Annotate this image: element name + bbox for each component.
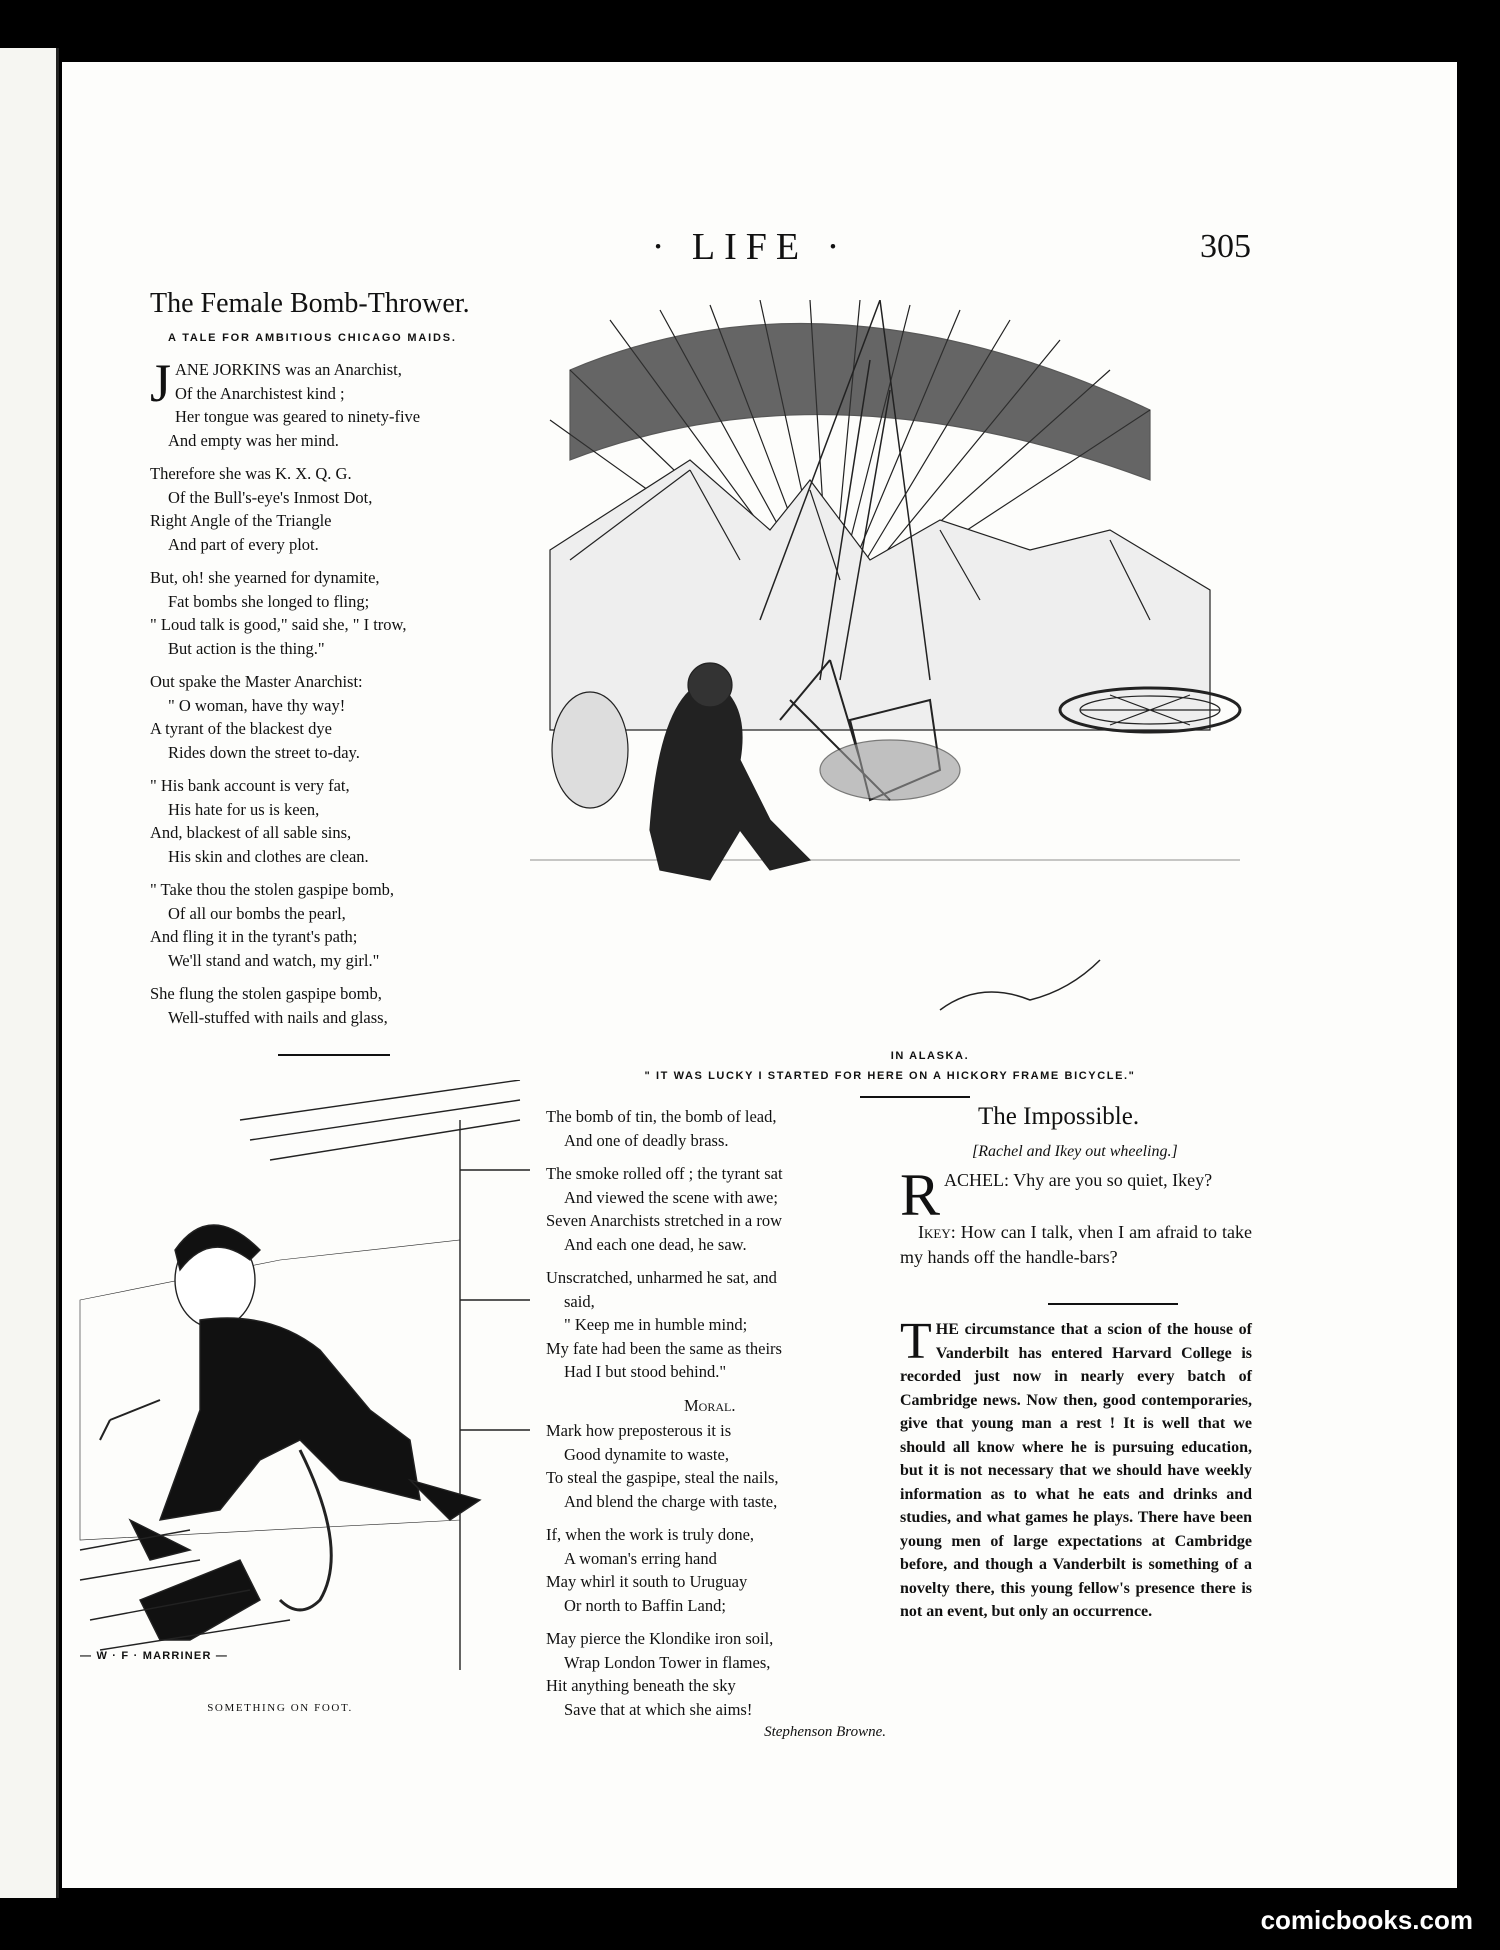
poem-line: Or north to Baffin Land;	[564, 1595, 726, 1615]
stair-wall	[460, 1120, 530, 1670]
poem-line: Well-stuffed with nails and glass,	[168, 1007, 388, 1027]
impossible-title: The Impossible.	[978, 1103, 1140, 1130]
poem-title: The Female Bomb-Thrower.	[150, 288, 470, 319]
poem-line: May pierce the Klondike iron soil,	[546, 1629, 774, 1648]
alaska-illustration	[510, 300, 1245, 1040]
poem-line: She flung the stolen gaspipe bomb,	[150, 984, 382, 1003]
poem-line: And viewed the scene with awe;	[564, 1187, 778, 1207]
stanza	[546, 1162, 886, 1256]
poem-line: Seven Anarchists stretched in a row	[546, 1211, 782, 1230]
page-number: 305	[1200, 228, 1251, 265]
poem-line: Her tongue was geared to ninety-five	[175, 407, 421, 426]
poem-line: The bomb of tin, the bomb of lead,	[546, 1107, 777, 1126]
stanza	[546, 1266, 886, 1384]
fire	[820, 740, 960, 800]
poem-line: Therefore she was K. X. Q. G.	[150, 464, 352, 483]
stanza	[150, 670, 510, 764]
poem-line: Had I but stood behind."	[564, 1362, 727, 1381]
speaker-rachel: ACHEL:	[944, 1170, 1010, 1190]
caption-quote: " IT WAS LUCKY I STARTED FOR HERE ON A HICKORY FRAME BICYCLE."	[644, 1070, 1136, 1082]
poem-line: " His bank account is very fat,	[150, 776, 350, 795]
poem-line: But, oh! she yearned for dynamite,	[150, 568, 380, 587]
stanza	[546, 1419, 886, 1513]
adjacent-page-edge	[0, 48, 59, 1898]
aurora-band	[570, 323, 1150, 480]
stanza	[546, 1523, 886, 1617]
poem-line: " Keep me in humble mind;	[564, 1315, 748, 1334]
stanza	[150, 566, 510, 660]
article-body: Harvard College is recorded just now in nearly every batch of Cambridge news. Now then, good contemporaries, give that young man a rest ! It is well that we should all know where he is pursuing education, but it is not necessary that we should have weekly information as to what he eats and drinks and studies, and what games he plays. There have been young men of large expectations at Cambridge before, and though a Vanderbilt is something of a novelty there, this young fellow's presence there is not an event, but only an occurrence.	[900, 1344, 1252, 1620]
watermark: comicbooks.com	[1260, 1905, 1473, 1935]
poem-line: Unscratched, unharmed he sat, and	[546, 1268, 777, 1287]
poem-line: " O woman, have thy way!	[168, 695, 346, 715]
poem-line: A tyrant of the blackest dye	[150, 719, 332, 738]
caption-title: IN ALASKA.	[890, 1050, 970, 1062]
ikey-speech: How can I talk, vhen I am afraid to take my hands off the handle-bars?	[900, 1222, 1253, 1267]
poem-column-1	[150, 353, 510, 1039]
poem-line: Mark how preposterous it is	[546, 1421, 732, 1440]
poem-line: Of the Anarchistest kind ;	[175, 383, 345, 403]
poem-line: To steal the gaspipe, steal the nails,	[546, 1468, 779, 1487]
poem-author: Stephenson Browne.	[764, 1724, 886, 1740]
poem-line: And one of deadly brass.	[564, 1130, 729, 1150]
poem-line: We'll stand and watch, my girl."	[168, 950, 380, 970]
rachel-line	[900, 1162, 1252, 1228]
poem-line: " Take thou the stolen gaspipe bomb,	[150, 880, 395, 899]
poem-line: If, when the work is truly done,	[546, 1525, 755, 1544]
stanza	[546, 1105, 886, 1152]
wall-hatching	[240, 1080, 520, 1160]
vanderbilt-article	[900, 1313, 1252, 1624]
article-lead: HE circumstance that a scion of the house of Vanderbilt has entered	[935, 1321, 1252, 1362]
illustrator-signature: — W · F · MARRINER —	[80, 1650, 229, 1662]
pack-bundle	[552, 692, 628, 808]
walking-cane	[280, 1450, 331, 1610]
artist-signature	[940, 960, 1100, 1010]
poem-line: But action is the thing."	[168, 638, 325, 658]
poem-line: Out spake the Master Anarchist:	[150, 672, 363, 691]
poem-line: His skin and clothes are clean.	[168, 846, 369, 866]
drop-cap: T	[900, 1313, 932, 1370]
poem-line: And part of every plot.	[168, 534, 319, 554]
poem-line: ANE JORKINS was an Anarchist,	[175, 360, 402, 379]
poem-line: And blend the charge with taste,	[564, 1491, 778, 1511]
stanza	[150, 878, 510, 972]
running-title: · LIFE ·	[651, 226, 849, 268]
poem-line: Of the Bull's-eye's Inmost Dot,	[168, 487, 373, 507]
poem-line: Rides down the street to-day.	[168, 742, 360, 762]
section-rule	[278, 1054, 390, 1056]
speaker-ikey: Ikey:	[918, 1222, 956, 1242]
stanza	[150, 462, 510, 556]
poem-line: Good dynamite to waste,	[564, 1444, 729, 1464]
poem-subtitle: A TALE FOR AMBITIOUS CHICAGO MAIDS.	[168, 332, 457, 344]
rachel-speech: Vhy are you so quiet, Ikey?	[1013, 1170, 1213, 1190]
man-shoe	[130, 1520, 190, 1560]
poem-line: And, blackest of all sable sins,	[150, 823, 352, 842]
stanza	[150, 353, 510, 452]
caption-rule	[860, 1096, 970, 1098]
drop-cap: J	[150, 353, 172, 413]
poem-line: Wrap London Tower in flames,	[564, 1652, 771, 1672]
poem-column-2	[546, 1105, 886, 1745]
impossible-dialog	[900, 1162, 1253, 1270]
stanza	[546, 1627, 886, 1721]
poem-line: Fat bombs she longed to fling;	[168, 591, 370, 611]
ikey-line	[900, 1220, 1252, 1270]
poem-line: Save that at which she aims!	[564, 1699, 753, 1719]
poem-line: And fling it in the tyrant's path;	[150, 927, 358, 946]
stanza	[150, 982, 510, 1029]
poem-line: Hit anything beneath the sky	[546, 1676, 736, 1695]
bottom-caption: SOMETHING ON FOOT.	[207, 1702, 353, 1714]
stanza	[150, 774, 510, 868]
man-body	[160, 1318, 420, 1520]
poem-line: said,	[564, 1291, 595, 1311]
section-rule	[1048, 1303, 1178, 1305]
poem-line: His hate for us is keen,	[168, 799, 320, 819]
poem-line: " Loud talk is good," said she, " I trow,	[150, 615, 407, 634]
poem-line: A woman's erring hand	[564, 1548, 717, 1568]
poem-line: Right Angle of the Triangle	[150, 511, 332, 530]
poem-line: Of all our bombs the pearl,	[168, 903, 346, 923]
poem-line: And each one dead, he saw.	[564, 1234, 747, 1254]
drop-cap: R	[900, 1162, 941, 1228]
poem-line: The smoke rolled off ; the tyrant sat	[546, 1164, 783, 1183]
stage-direction: [Rachel and Ikey out wheeling.]	[972, 1143, 1178, 1160]
falling-man-illustration	[70, 1080, 540, 1670]
poem-line: My fate had been the same as theirs	[546, 1338, 782, 1358]
moral-heading: Moral.	[684, 1395, 736, 1415]
poem-line: And empty was her mind.	[168, 430, 339, 450]
poem-line: May whirl it south to Uruguay	[546, 1572, 748, 1591]
